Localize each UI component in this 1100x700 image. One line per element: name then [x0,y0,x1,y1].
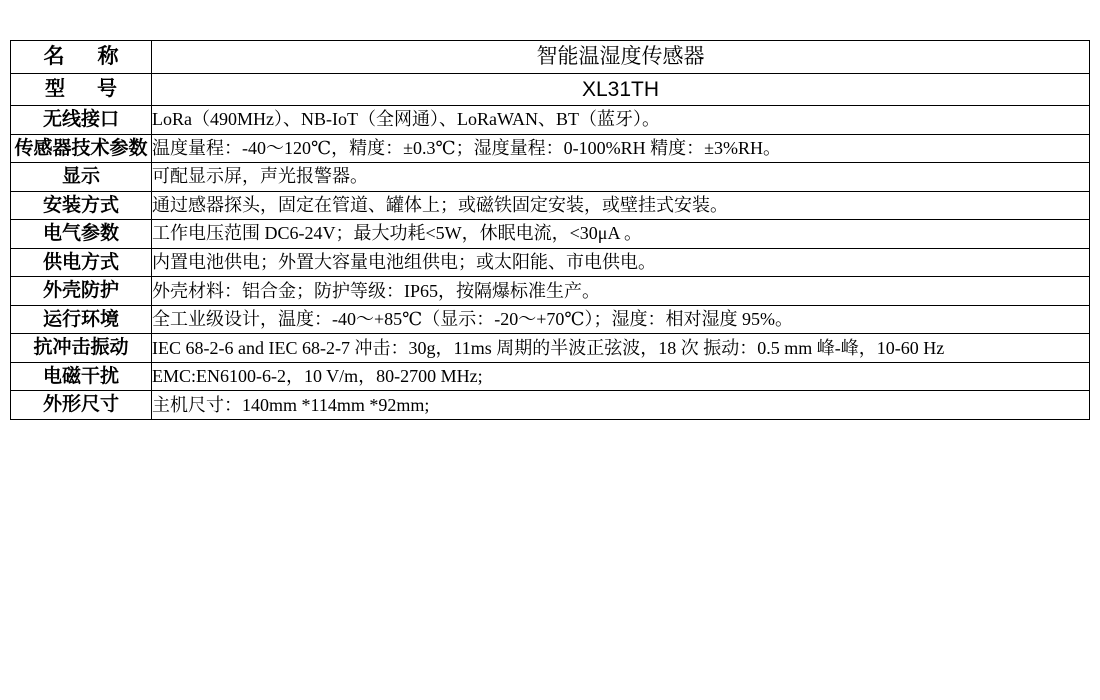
table-row [11,248,1090,277]
row-label-shock-vibration: 抗冲击振动 [11,334,152,363]
table-row [11,334,1090,363]
row-value-emc: EMC:EN6100-6-2，10 V/m，80-2700 MHz; [152,362,1090,391]
row-label-dimensions: 外形尺寸 [11,391,152,420]
table-row [11,73,1090,106]
row-value-shock-vibration: IEC 68-2-6 and IEC 68-2-7 冲击：30g，11ms 周期的半波正弦波，18 次 振动：0.5 mm 峰-峰，10-60 Hz [152,334,1090,363]
row-value-dimensions: 主机尺寸：140mm *114mm *92mm; [152,391,1090,420]
table-row [11,134,1090,163]
row-value-display: 可配显示屏，声光报警器。 [152,163,1090,192]
row-label-name: 名 称 [11,41,152,74]
row-value-power-supply: 内置电池供电；外置大容量电池组供电；或太阳能、市电供电。 [152,248,1090,277]
table-row [11,305,1090,334]
table-row [11,391,1090,420]
row-label-operating-environment: 运行环境 [11,305,152,334]
row-label-model: 型 号 [11,73,152,106]
row-label-power-supply: 供电方式 [11,248,152,277]
table-row [11,191,1090,220]
row-value-installation: 通过感器探头，固定在管道、罐体上；或磁铁固定安装，或壁挂式安装。 [152,191,1090,220]
table-body [11,41,1090,420]
table-row [11,277,1090,306]
row-value-wireless-interface: LoRa（490MHz）、NB-IoT（全网通）、LoRaWAN、BT（蓝牙）。 [152,106,1090,135]
row-value-operating-environment: 全工业级设计，温度：-40～+85℃（显示：-20～+70℃）；湿度：相对湿度 95%。 [152,305,1090,334]
specification-table [10,40,1090,420]
row-value-electrical: 工作电压范围 DC6-24V；最大功耗<5W，休眠电流，<30μA 。 [152,220,1090,249]
row-value-sensor-parameters: 温度量程：-40～120℃，精度：±0.3℃；湿度量程：0-100%RH 精度：±3%RH。 [152,134,1090,163]
row-label-sensor-parameters: 传感器技术参数 [11,134,152,163]
table-row [11,362,1090,391]
table-row [11,163,1090,192]
row-label-wireless-interface: 无线接口 [11,106,152,135]
row-value-name: 智能温湿度传感器 [152,41,1090,74]
row-value-model: XL31TH [152,73,1090,106]
row-label-emc: 电磁干扰 [11,362,152,391]
row-label-enclosure: 外壳防护 [11,277,152,306]
spec-sheet [10,40,1090,420]
row-label-installation: 安装方式 [11,191,152,220]
table-row [11,106,1090,135]
table-row [11,41,1090,74]
row-label-display: 显示 [11,163,152,192]
row-label-electrical: 电气参数 [11,220,152,249]
row-value-enclosure: 外壳材料：铝合金；防护等级：IP65，按隔爆标准生产。 [152,277,1090,306]
table-row [11,220,1090,249]
